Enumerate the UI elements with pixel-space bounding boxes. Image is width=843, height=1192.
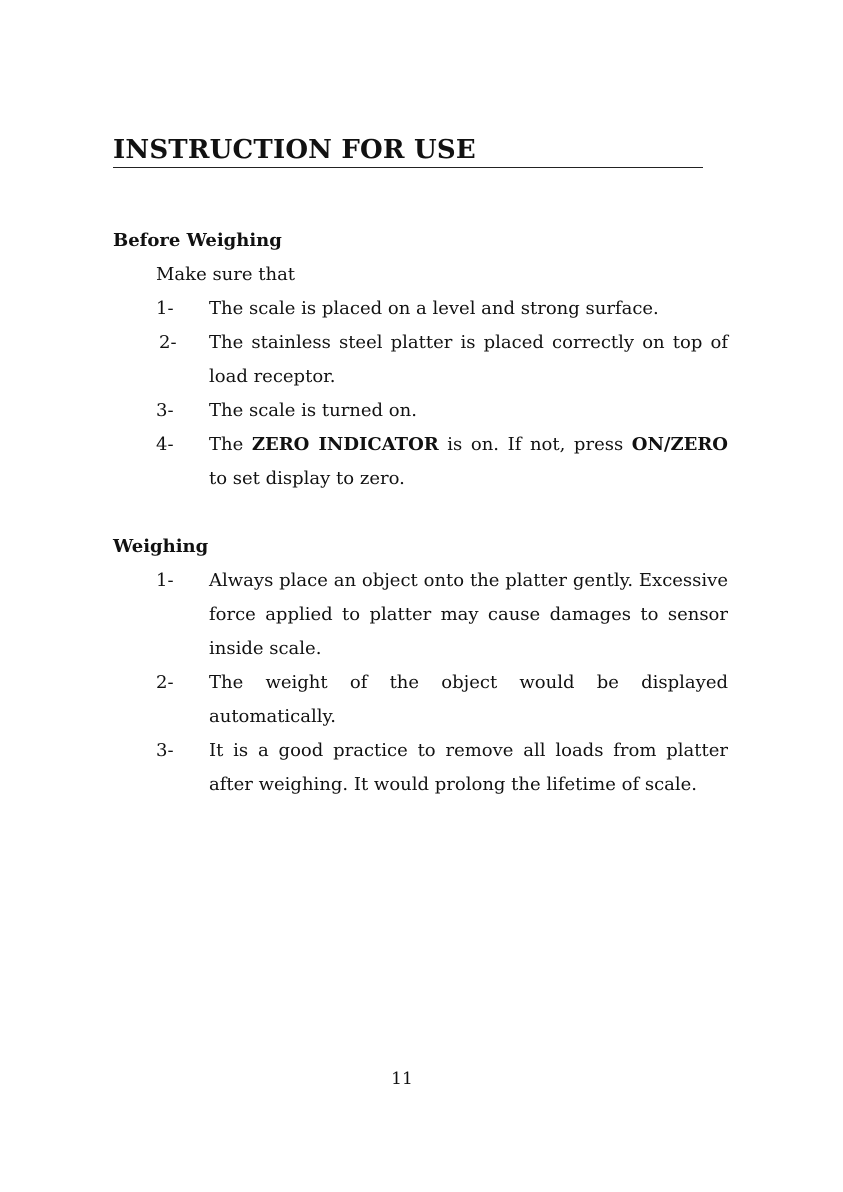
page-title: INSTRUCTION FOR USE (113, 134, 703, 168)
section-heading-before-weighing: Before Weighing (113, 230, 282, 251)
list-number: 1- (156, 570, 174, 591)
text-segment: is on. If not, press (438, 434, 632, 455)
intro-text: Make sure that (156, 264, 296, 285)
section-heading-weighing: Weighing (113, 536, 209, 557)
list-number: 4- (156, 434, 174, 455)
text-segment: to set display to zero. (209, 468, 405, 489)
on-zero-key-term: ON/ZERO (631, 434, 728, 455)
list-number: 3- (156, 400, 174, 421)
list-number: 2- (156, 672, 174, 693)
list-text: The scale is placed on a level and strong surface. (209, 298, 659, 319)
list-number: 3- (156, 740, 174, 761)
text-segment: The (209, 434, 252, 455)
list-number: 1- (156, 298, 174, 319)
list-text: It is a good practice to remove all loads from platter after weighing. It would prolong the lifetime of scale. (209, 740, 728, 795)
page-number: 11 (391, 1069, 413, 1089)
list-text: The stainless steel platter is placed correctly on top of load receptor. (209, 332, 728, 387)
list-text: The scale is turned on. (209, 400, 417, 421)
list-text: Always place an object onto the platter gently. Excessive force applied to platter may cause damages to sensor inside scale. (209, 570, 728, 659)
list-text (209, 428, 728, 496)
zero-indicator-term: ZERO INDICATOR (251, 434, 439, 455)
list-number: 2- (159, 332, 177, 353)
list-text: The weight of the object would be displayed automatically. (209, 672, 728, 727)
